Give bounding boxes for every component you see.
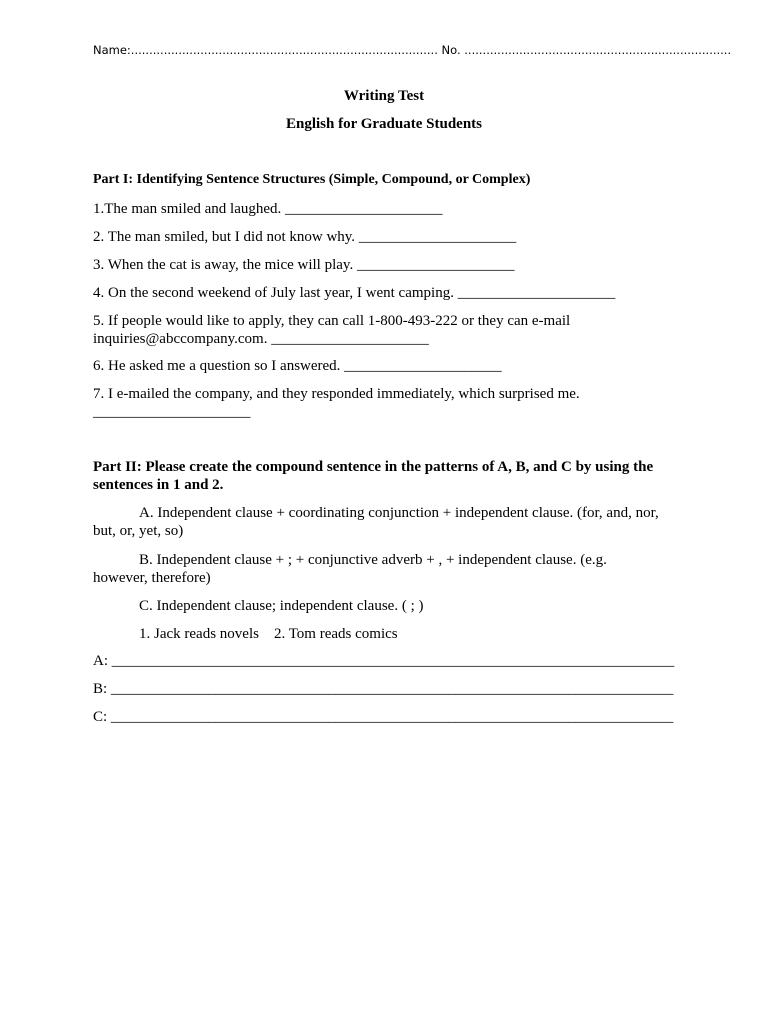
- question-5: 5. If people would like to apply, they can call 1-800-493-222 or they can e-mail inquiries@abccompany.com. _____________________: [93, 313, 571, 347]
- test-title: Writing Test: [343, 88, 425, 104]
- question-7: 7. I e-mailed the company, and they responded immediately, which surprised me. _____________________: [93, 386, 580, 420]
- name-number-line: Name:.................................................................................... No. .........................................................................: [93, 43, 732, 57]
- question-1: 1.The man smiled and laughed. _____________________: [93, 201, 443, 217]
- given-sentences: 1. Jack reads novels 2. Tom reads comics: [139, 626, 398, 642]
- question-4: 4. On the second weekend of July last year, I went camping. _____________________: [93, 285, 616, 301]
- test-subtitle: English for Graduate Students: [285, 116, 482, 132]
- part2-heading: Part II: Please create the compound sentence in the patterns of A, B, and C by using the sentences in 1 and 2.: [93, 459, 654, 493]
- pattern-c: C. Independent clause; independent clause. ( ; ): [139, 598, 424, 614]
- pattern-b: B. Independent clause + ; + conjunctive adverb + , + independent clause. (e.g. however, therefore): [93, 552, 607, 586]
- question-3: 3. When the cat is away, the mice will play. _____________________: [93, 257, 515, 273]
- pattern-a: A. Independent clause + coordinating conjunction + independent clause. (for, and, nor, but, or, yet, so): [93, 505, 659, 539]
- part1-heading: Part I: Identifying Sentence Structures (Simple, Compound, or Complex): [93, 172, 531, 187]
- answer-line-c[interactable]: C: ___________________________________________________________________________: [93, 709, 674, 725]
- answer-line-a[interactable]: A: ___________________________________________________________________________: [93, 653, 675, 669]
- answer-line-b[interactable]: B: ___________________________________________________________________________: [93, 681, 674, 697]
- question-6: 6. He asked me a question so I answered. _____________________: [93, 358, 502, 374]
- question-2: 2. The man smiled, but I did not know why. _____________________: [93, 229, 517, 245]
